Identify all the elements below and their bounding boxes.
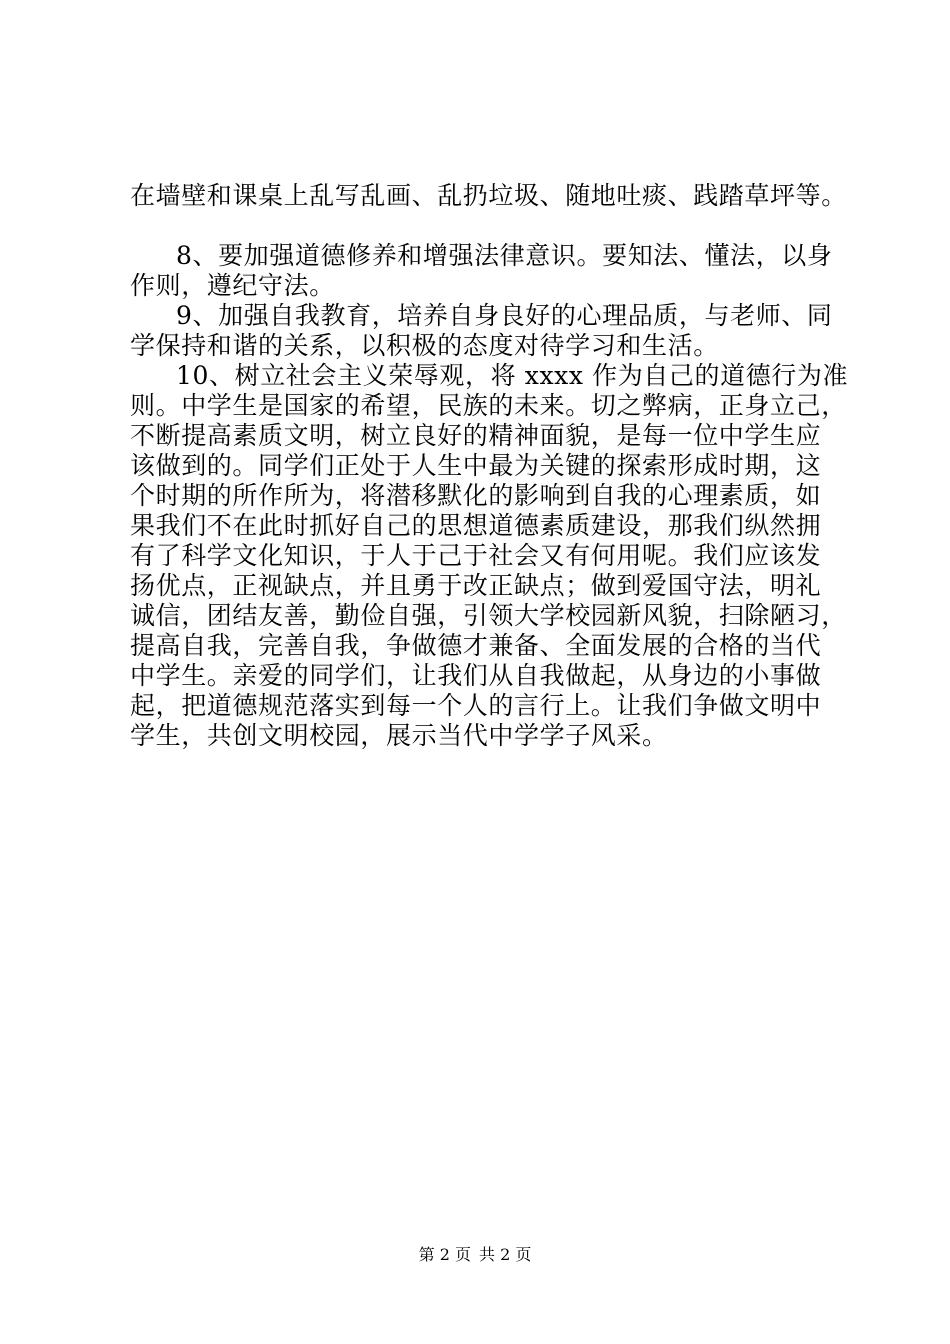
body-line: 该做到的。同学们正处于人生中最为关键的探索形成时期，这 xyxy=(130,451,822,480)
body-line: 起，把道德规范落实到每一个人的言行上。让我们争做文明中 xyxy=(130,691,822,720)
body-line: 10、树立社会主义荣辱观，将 xxxx 作为自己的道德行为准 xyxy=(176,361,849,390)
body-line: 扬优点，正视缺点，并且勇于改正缺点；做到爱国守法，明礼 xyxy=(130,571,822,600)
body-line: 有了科学文化知识，于人于己于社会又有何用呢。我们应该发 xyxy=(130,541,822,570)
body-line: 提高自我，完善自我，争做德才兼备、全面发展的合格的当代 xyxy=(130,631,822,660)
body-line: 学保持和谐的关系，以积极的态度对待学习和生活。 xyxy=(130,331,719,360)
body-line: 学生，共创文明校园，展示当代中学学子风采。 xyxy=(130,721,668,750)
body-line: 不断提高素质文明，树立良好的精神面貌，是每一位中学生应 xyxy=(130,421,822,450)
body-line: 在墙壁和课桌上乱写乱画、乱扔垃圾、随地吐痰、践踏草坪等。 xyxy=(130,181,847,210)
body-line: 作则，遵纪守法。 xyxy=(130,271,335,300)
body-line: 8、要加强道德修养和增强法律意识。要知法、懂法，以身 xyxy=(176,241,833,270)
body-line: 诚信，团结友善，勤俭自强，引领大学校园新风貌，扫除陋习， xyxy=(130,601,847,630)
body-line: 则。中学生是国家的希望，民族的未来。切之弊病，正身立己， xyxy=(130,391,847,420)
page-number: 第 2 页 xyxy=(418,1245,471,1264)
body-line: 中学生。亲爱的同学们，让我们从自我做起，从身边的小事做 xyxy=(130,661,822,690)
body-line: 果我们不在此时抓好自己的思想道德素质建设，那我们纵然拥 xyxy=(130,511,822,540)
body-line: 个时期的所作所为，将潜移默化的影响到自我的心理素质，如 xyxy=(130,481,822,510)
body-line: 9、加强自我教育，培养自身良好的心理品质，与老师、同 xyxy=(176,301,833,330)
page-total: 共 2 页 xyxy=(479,1245,532,1264)
page-footer xyxy=(0,1245,950,1265)
